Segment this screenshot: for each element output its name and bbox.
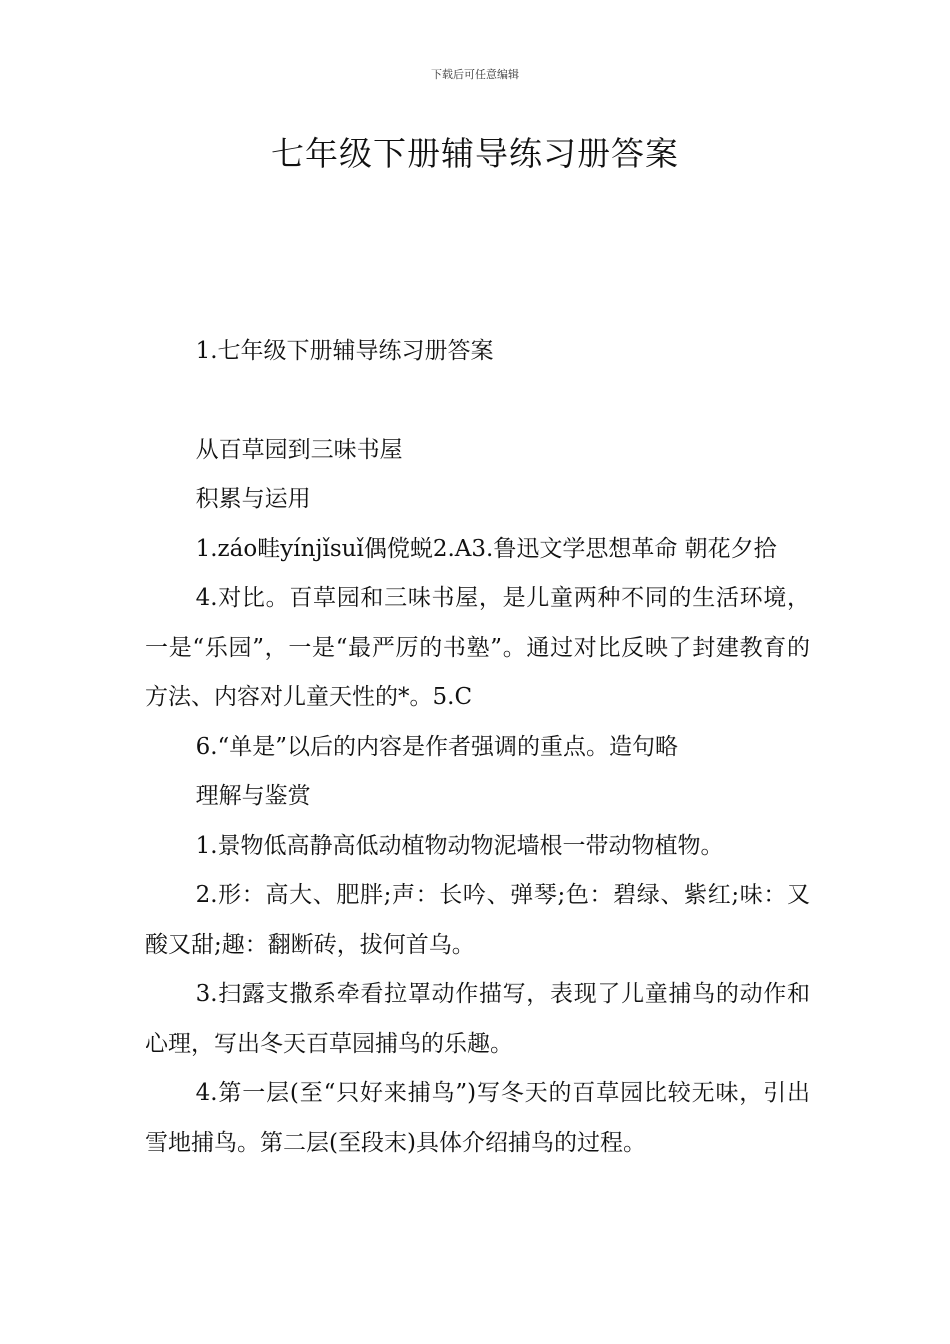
paragraph-answer: 1.záo畦yínjǐsuǐ偶傥蜕2.A3.鲁迅文学思想革命 朝花夕拾 bbox=[195, 535, 777, 562]
document-body bbox=[145, 327, 810, 1168]
document-title: 七年级下册辅导练习册答案 bbox=[271, 134, 679, 173]
paragraph-answer: 1.景物低高静高低动植物动物泥墙根一带动物植物。 bbox=[195, 832, 724, 859]
paragraph-answer: 4.第一层(至“只好来捕鸟”)写冬天的百草园比较无味，引出雪地捕鸟。第二层(至段末)具体介绍捕鸟的过程。 bbox=[145, 1080, 810, 1156]
paragraph-answer: 3.扫露支撒系牵看拉罩动作描写，表现了儿童捕鸟的动作和心理，写出冬天百草园捕鸟的乐趣。 bbox=[145, 981, 810, 1057]
paragraph-subsection: 积累与运用 bbox=[195, 486, 311, 512]
paragraph-heading: 1.七年级下册辅导练习册答案 bbox=[195, 338, 494, 364]
paragraph-answer: 2.形：高大、肥胖;声：长吟、弹琴;色：碧绿、紫红;味：又酸又甜;趣：翻断砖，拔何首乌。 bbox=[145, 882, 810, 958]
paragraph-answer: 6.“单是”以后的内容是作者强调的重点。造句略 bbox=[195, 733, 679, 760]
paragraph-answer: 4.对比。百草园和三味书屋，是儿童两种不同的生活环境，一是“乐园”，一是“最严厉的书塾”。通过对比反映了封建教育的方法、内容对儿童天性的*。5.C bbox=[145, 585, 810, 710]
paragraph-section-title: 从百草园到三味书屋 bbox=[195, 436, 403, 463]
header-note: 下载后可任意编辑 bbox=[431, 68, 519, 81]
paragraph-subsection: 理解与鉴赏 bbox=[195, 783, 311, 809]
